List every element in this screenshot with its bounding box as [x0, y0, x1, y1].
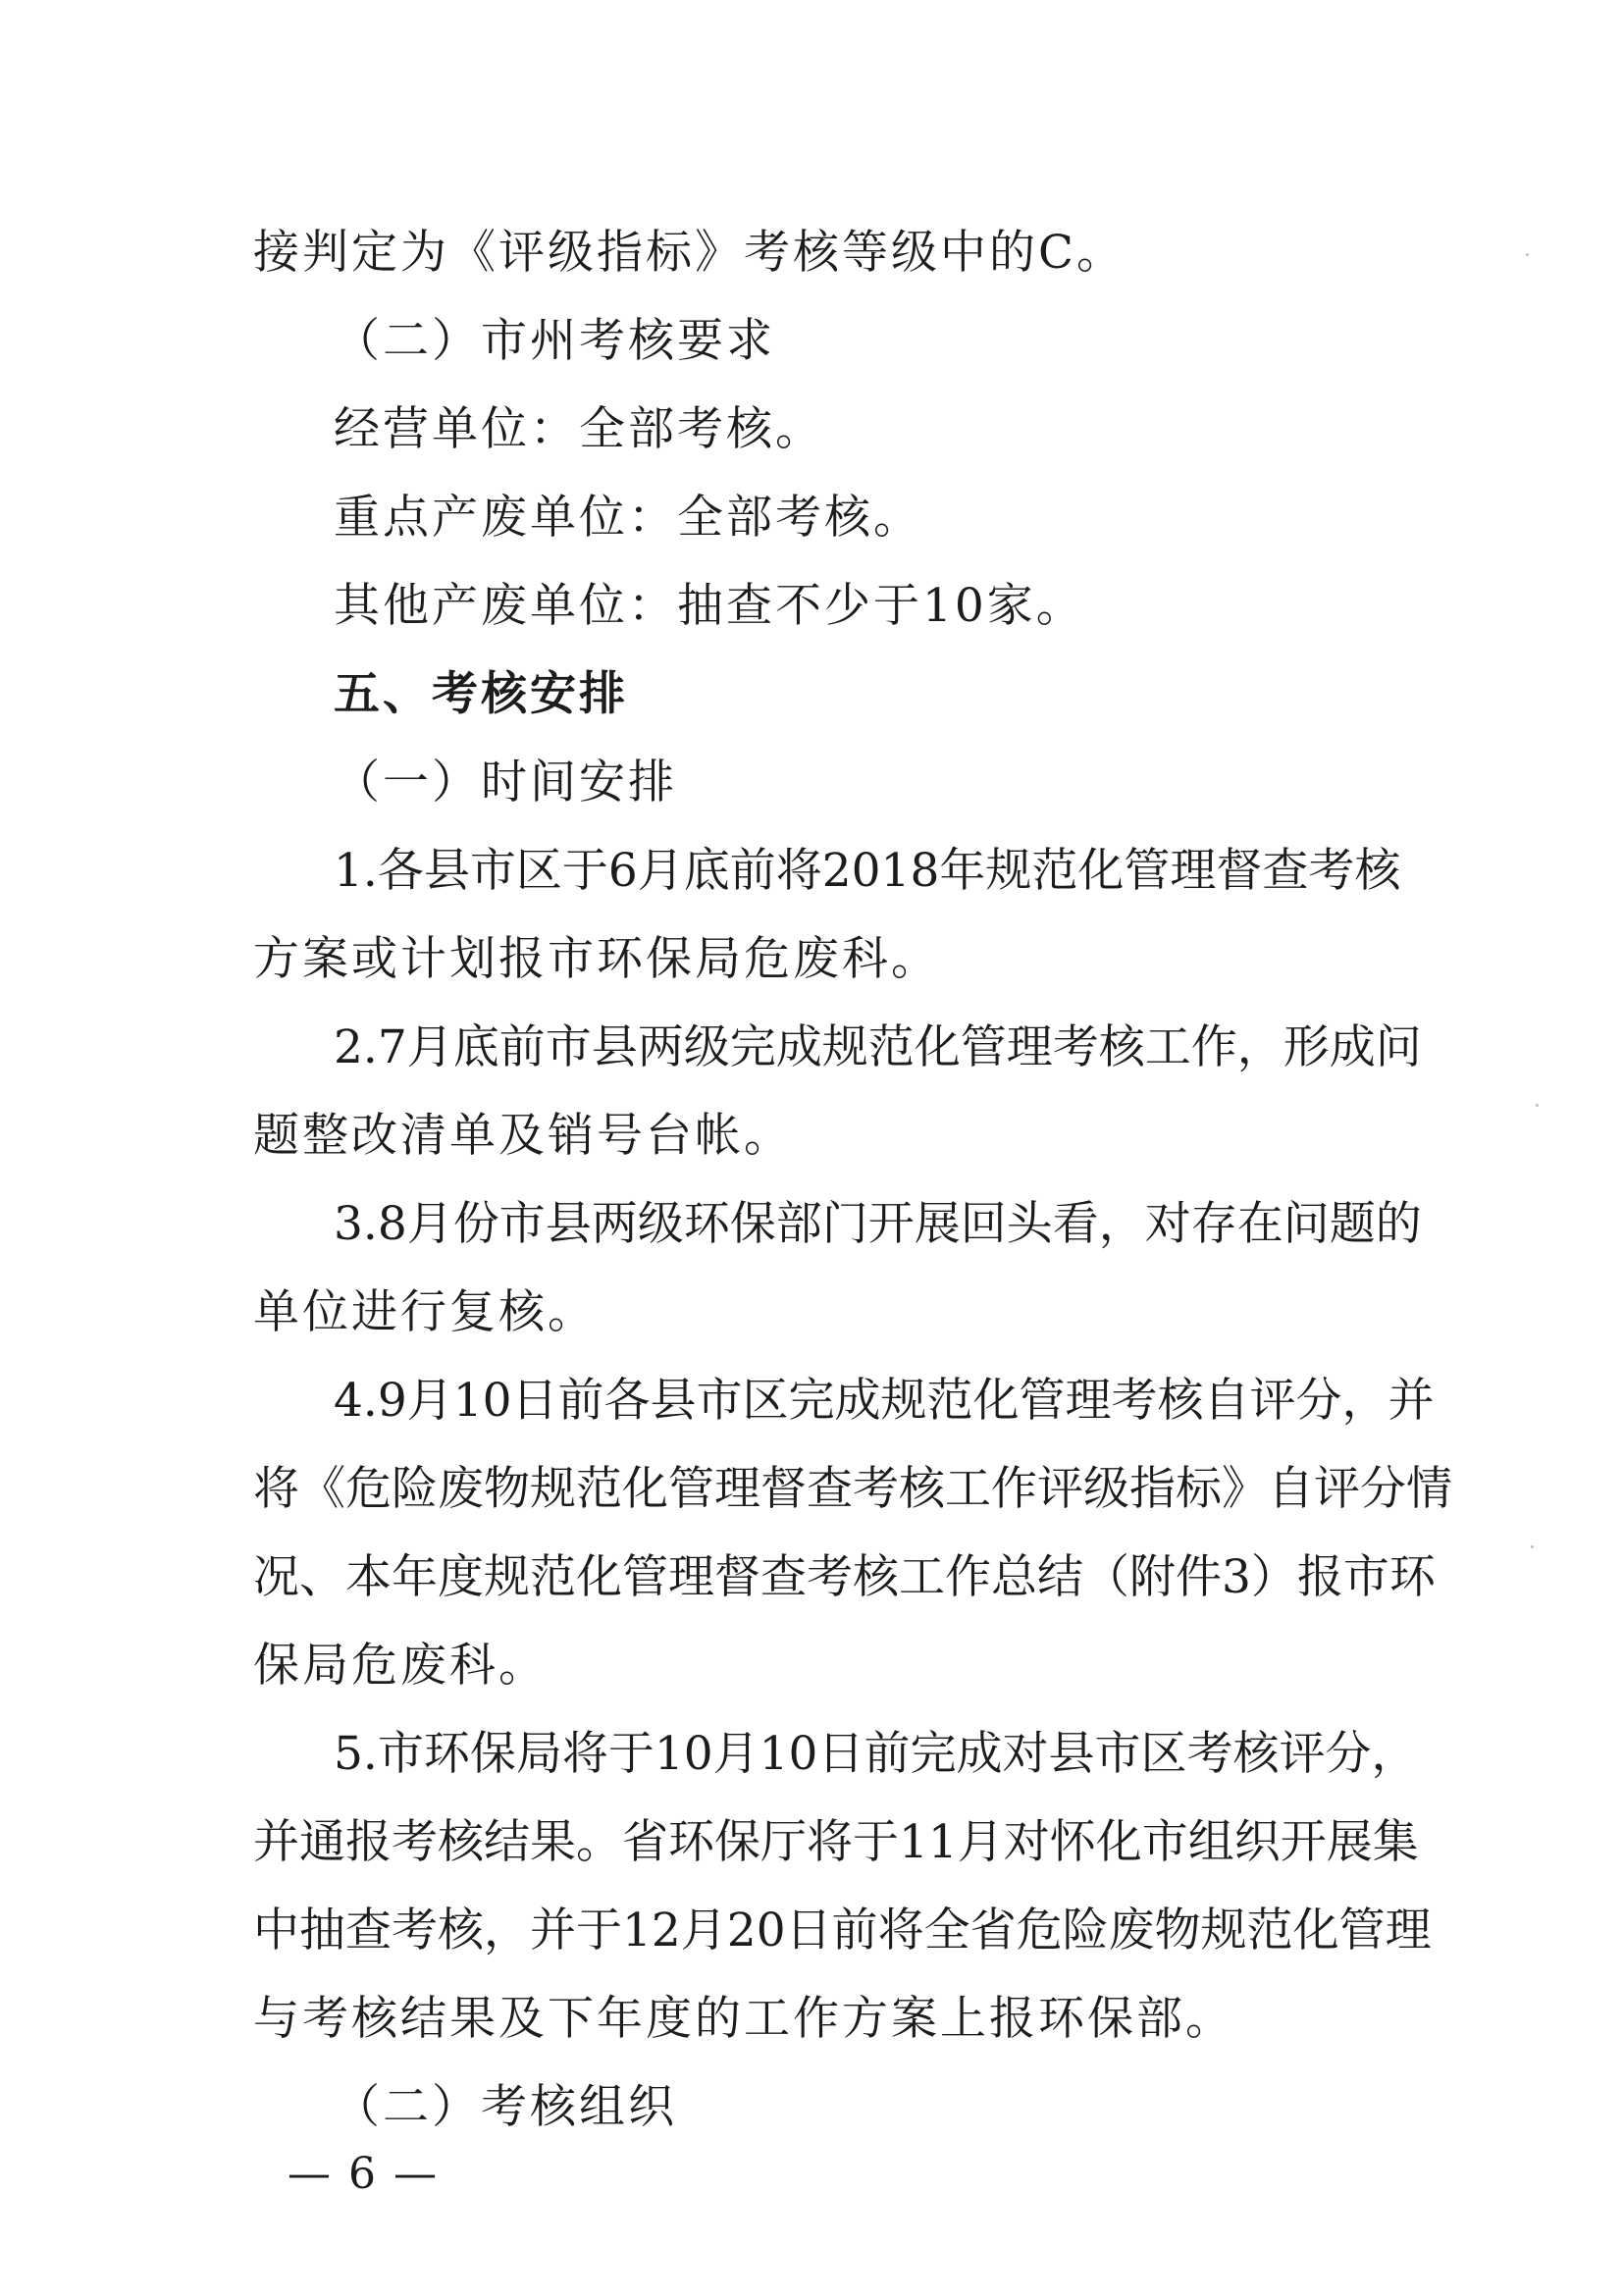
text-line: 保局危废科。 — [253, 1639, 548, 1693]
section-heading: （二）市州考核要求 — [334, 314, 775, 368]
text-line: 3.8月份市县两级环保部门开展回头看，对存在问题的 — [334, 1197, 1422, 1251]
text-line: 单位进行复核。 — [253, 1285, 597, 1339]
text-line: 2.7月底前市县两级完成规范化管理考核工作，形成问 — [334, 1020, 1422, 1074]
text-line: 将《危险废物规范化管理督查考核工作评级指标》自评分情 — [253, 1462, 1452, 1516]
text-line: 4.9月10日前各县市区完成规范化管理考核自评分，并 — [334, 1374, 1435, 1428]
text-line: 与考核结果及下年度的工作方案上报环保部。 — [253, 1992, 1234, 2046]
text-line: 1.各县市区于6月底前将2018年规范化管理督查考核 — [334, 844, 1401, 898]
text-line: 经营单位：全部考核。 — [334, 402, 824, 456]
scan-speck — [1531, 1545, 1534, 1548]
text-line: 其他产废单位：抽查不少于10家。 — [334, 579, 1085, 633]
text-line: 况、本年度规范化管理督查考核工作总结（附件3）报市环 — [253, 1550, 1436, 1604]
text-line: 重点产废单位：全部考核。 — [334, 491, 922, 545]
text-line: 5.市环保局将于10月10日前完成对县市区考核评分， — [334, 1727, 1418, 1781]
text-line: 中抽查考核，并于12月20日前将全省危险废物规范化管理 — [253, 1904, 1432, 1957]
section-heading: （二）考核组织 — [334, 2080, 677, 2134]
scan-speck — [1526, 253, 1529, 256]
page-number: — 6 — — [288, 2149, 439, 2199]
text-line: 并通报考核结果。省环保厅将于11月对怀化市组织开展集 — [253, 1815, 1419, 1869]
section-heading: （一）时间安排 — [334, 756, 677, 809]
text-line: 接判定为《评级指标》考核等级中的C。 — [253, 226, 1126, 280]
text-line: 方案或计划报市环保局危废科。 — [253, 932, 940, 986]
text-line: 题整改清单及销号台帐。 — [253, 1109, 793, 1163]
scan-speck — [1536, 1104, 1539, 1107]
section-heading: 五、考核安排 — [334, 667, 628, 721]
